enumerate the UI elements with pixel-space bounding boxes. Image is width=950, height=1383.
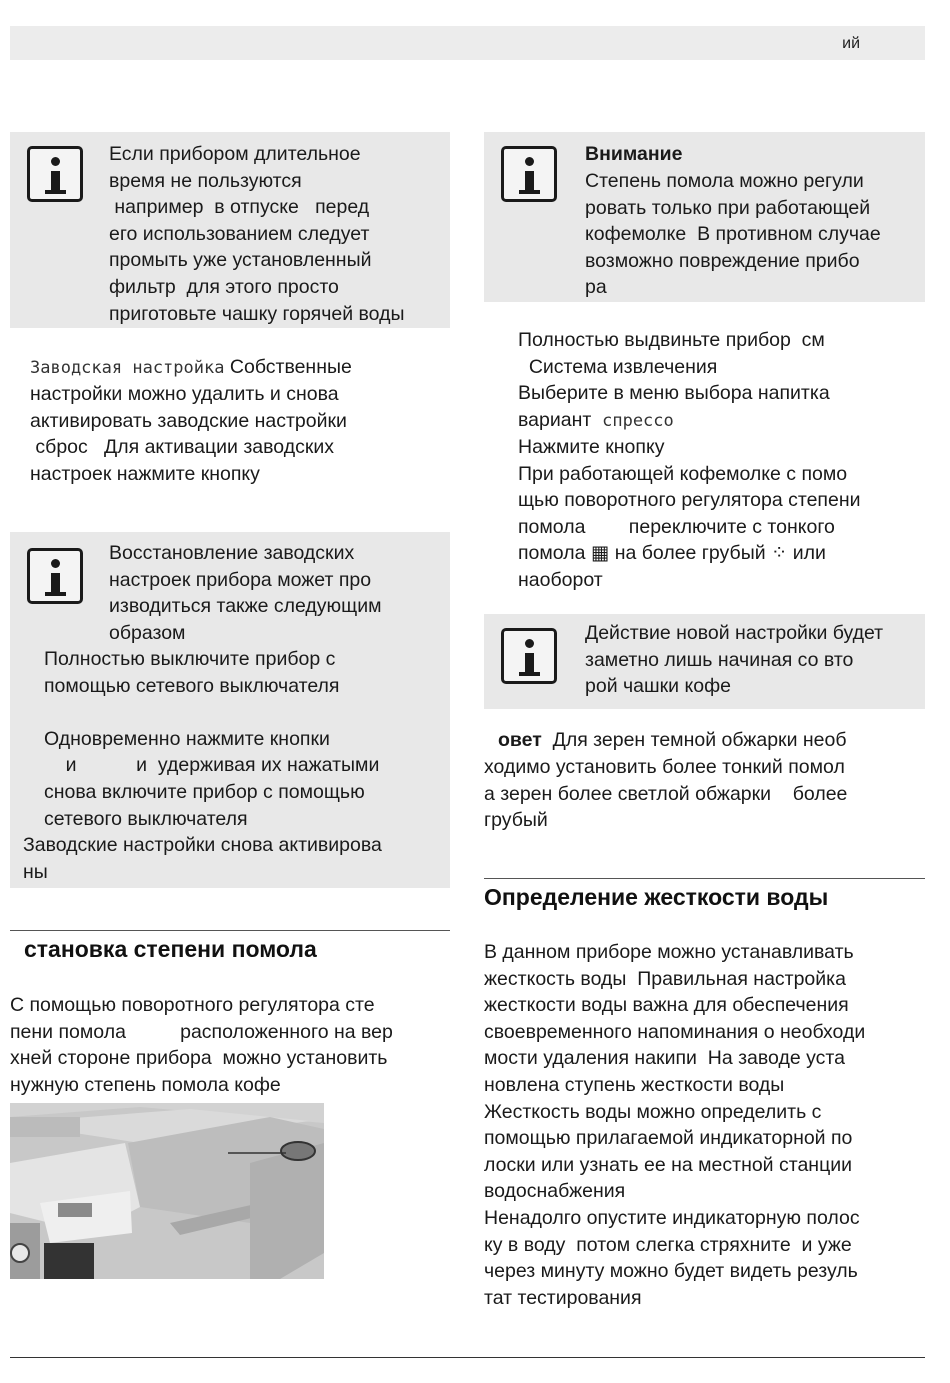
info-icon (27, 146, 83, 202)
info2-line: Восстановление заводских (109, 542, 355, 564)
grind-line: пени помола расположенного на вер (10, 1020, 393, 1043)
section-rule-left (10, 930, 450, 931)
info1-line: например в отпуске перед (109, 196, 370, 219)
step-line: щью поворотного регулятора степени (518, 489, 861, 512)
info-icon (501, 628, 557, 684)
page-header-bar (10, 26, 925, 60)
step-line: помола переключите с тонкого (518, 515, 835, 538)
info2-step-line: и и удерживая их нажатыми (44, 754, 380, 777)
hardness-line: помощью прилагаемой индикаторной по (484, 1127, 853, 1150)
grind-line: хней стороне прибора можно установить (10, 1047, 388, 1070)
hardness-line: мости удаления накипи На заводе уста (484, 1047, 845, 1070)
tip-line: а зерен более светлой обжарки более (484, 782, 848, 805)
info3-line: заметно лишь начиная со вто (585, 648, 854, 671)
factory-line: настроек нажмите кнопку (30, 462, 260, 485)
tip-line: грубый (484, 809, 548, 832)
hardness-line: водоснабжения (484, 1180, 626, 1203)
factory-setting-first-line: Заводская настройка Собственные (30, 356, 352, 378)
tip-first-line: овет Для зерен темной обжарки необ (484, 727, 847, 754)
step-line: При работающей кофемолке с помо (518, 462, 848, 485)
hardness-line: лоски или узнать ее на местной станции (484, 1153, 853, 1176)
warning-line: возможно повреждение прибо (585, 249, 860, 272)
info-icon (501, 146, 557, 202)
info2-line: изводиться также следующим (109, 595, 382, 618)
info2-step-line: Одновременно нажмите кнопки (44, 727, 330, 750)
warning-title: Внимание (585, 143, 683, 165)
water-hardness-heading: Определение жесткости воды (484, 884, 829, 910)
factory-line: настройки можно удалить и снова (30, 383, 339, 405)
tip-label: овет (498, 729, 542, 751)
coffee-machine-photo (10, 1103, 324, 1279)
section-rule-right (484, 878, 925, 879)
step-line: Система извлечения (518, 355, 718, 378)
grind-line: С помощью поворотного регулятора сте (10, 994, 375, 1016)
factory-line: сброс Для активации заводских (30, 436, 335, 459)
tip-line: ходимо установить более тонкий помол (484, 756, 845, 778)
hardness-line: Ненадолго опустите индикаторную полос (484, 1207, 860, 1229)
variant-line: вариант спрессо (518, 409, 674, 431)
info2-step-line: снова включите прибор с помощью (44, 781, 365, 803)
info2-tail-line: ны (23, 860, 48, 883)
factory-line: активировать заводские настройки (30, 409, 347, 432)
info1-line: его использованием следует (109, 222, 370, 245)
step-line: Выберите в меню выбора напитка (518, 382, 830, 405)
hardness-line: своевременного напоминания о необходи (484, 1020, 866, 1043)
info1-line: промыть уже установленный (109, 249, 372, 272)
info2-step-line: помощью сетевого выключателя (44, 674, 340, 697)
info3-line: Действие новой настройки будет (585, 622, 884, 644)
info1-line: время не пользуются (109, 169, 302, 192)
step-line: помола ▦ на более грубый ⁘ или (518, 542, 826, 565)
warning-line: ра (585, 276, 607, 299)
hardness-line: жесткости воды важна для обеспечения (484, 994, 849, 1017)
header-text: ий (842, 35, 860, 52)
espresso-menu-item: спрессо (602, 411, 674, 431)
info2-line: образом (109, 621, 186, 644)
hardness-line: жесткость воды Правильная настройка (484, 967, 846, 990)
step-line: Полностью выдвиньте прибор см (518, 329, 825, 351)
step-line: наоборот (518, 569, 603, 591)
footer-rule (10, 1357, 925, 1358)
grind-heading: становка степени помола (24, 936, 317, 962)
hardness-line: через минуту можно будет видеть резуль (484, 1260, 858, 1283)
info2-tail-line: Заводские настройки снова активирова (23, 834, 382, 856)
step-line: Нажмите кнопку (518, 436, 665, 458)
info2-step-line: сетевого выключателя (44, 807, 248, 830)
info2-line: настроек прибора может про (109, 568, 372, 591)
info1-line: Если прибором длительное (109, 143, 361, 165)
warning-line: ровать только при работающей (585, 196, 871, 219)
factory-setting-label: Заводская настройка (30, 358, 225, 378)
hardness-line: ку в воду потом слегка стряхните и уже (484, 1233, 852, 1256)
grind-line: нужную степень помола кофе (10, 1073, 281, 1096)
hardness-line: В данном приборе можно устанавливать (484, 941, 854, 963)
hardness-line: Жесткость воды можно определить с (484, 1100, 822, 1123)
info3-line: рой чашки кофе (585, 675, 731, 698)
hardness-line: тат тестирования (484, 1286, 642, 1309)
info1-line: фильтр для этого просто (109, 276, 339, 298)
info2-step-line: Полностью выключите прибор с (44, 648, 336, 670)
info-icon (27, 548, 83, 604)
hardness-line: новлена ступень жесткости воды (484, 1074, 785, 1096)
warning-line: кофемолке В противном случае (585, 223, 881, 246)
warning-line: Степень помола можно регули (585, 170, 864, 192)
info1-line: приготовьте чашку горячей воды (109, 302, 405, 325)
